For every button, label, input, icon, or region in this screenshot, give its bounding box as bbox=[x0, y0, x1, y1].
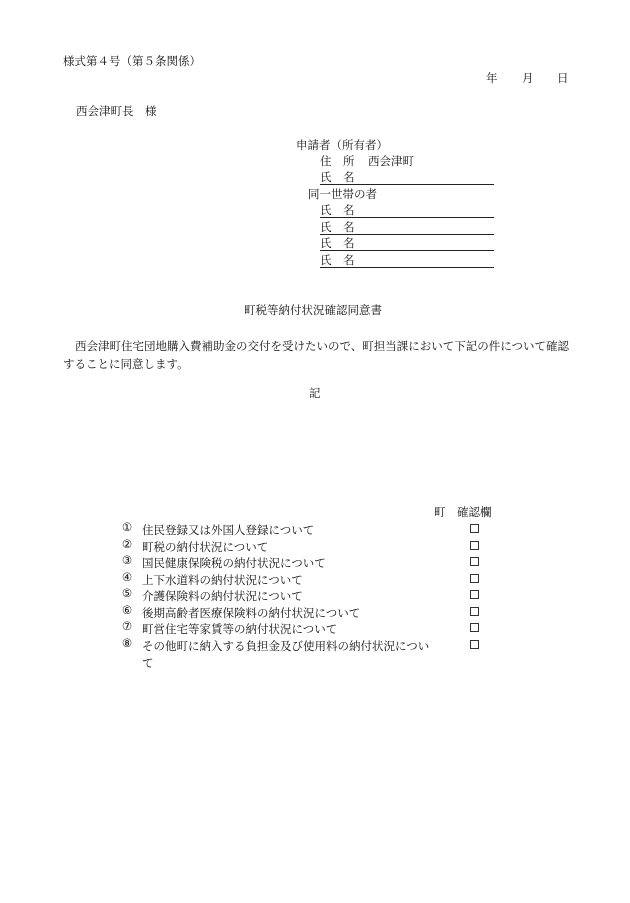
form-number: 様式第４号（第５条関係） bbox=[63, 54, 201, 68]
household-name-label: 氏 名 bbox=[320, 203, 355, 217]
checkbox[interactable] bbox=[470, 557, 479, 566]
name-label: 氏 名 bbox=[320, 170, 355, 184]
check-column-header: 町 確認欄 bbox=[434, 505, 492, 519]
household-name-field[interactable] bbox=[320, 222, 494, 235]
checkbox[interactable] bbox=[470, 640, 479, 649]
item-number: ⑤ bbox=[121, 586, 133, 600]
checkbox[interactable] bbox=[470, 590, 479, 599]
checkbox[interactable] bbox=[470, 524, 479, 533]
household-heading: 同一世帯の者 bbox=[308, 187, 377, 201]
household-name-label: 氏 名 bbox=[320, 236, 355, 250]
date-day: 日 bbox=[557, 71, 569, 85]
ki-label: 記 bbox=[309, 386, 321, 400]
item-number: ① bbox=[121, 520, 133, 534]
household-name-field[interactable] bbox=[320, 238, 494, 251]
applicant-heading: 申請者（所有者） bbox=[296, 138, 388, 152]
address-value: 西会津町 bbox=[368, 154, 414, 168]
item-text: 町税の納付状況について bbox=[142, 540, 269, 554]
item-text: 住民登録又は外国人登録について bbox=[142, 523, 315, 537]
item-number: ⑦ bbox=[121, 619, 133, 633]
household-name-label: 氏 名 bbox=[320, 220, 355, 234]
item-text: 後期高齢者医療保険料の納付状況について bbox=[142, 606, 361, 620]
checkbox[interactable] bbox=[470, 607, 479, 616]
item-number: ④ bbox=[121, 570, 133, 584]
date-year: 年 bbox=[486, 71, 498, 85]
document-title: 町税等納付状況確認同意書 bbox=[244, 303, 382, 317]
item-text: 上下水道料の納付状況について bbox=[142, 573, 303, 587]
household-name-field[interactable] bbox=[320, 255, 494, 268]
item-number: ③ bbox=[121, 553, 133, 567]
checkbox[interactable] bbox=[470, 541, 479, 550]
item-number: ② bbox=[121, 537, 133, 551]
item-text: 国民健康保険税の納付状況について bbox=[142, 556, 326, 570]
address-label: 住 所 bbox=[320, 154, 355, 168]
item-text: 介護保険料の納付状況について bbox=[142, 589, 303, 603]
household-name-field[interactable] bbox=[320, 205, 494, 218]
addressee: 西会津町長 様 bbox=[76, 104, 157, 118]
applicant-name-field[interactable] bbox=[320, 172, 494, 185]
checkbox[interactable] bbox=[470, 574, 479, 583]
date-month: 月 bbox=[522, 71, 534, 85]
checkbox[interactable] bbox=[470, 623, 479, 632]
item-text: 町営住宅等家賃等の納付状況について bbox=[142, 622, 338, 636]
body-text: 西会津町住宅団地購入費補助金の交付を受けたいので、町担当課において下記の件について確認することに同意します。 bbox=[63, 339, 570, 371]
item-number: ⑧ bbox=[121, 636, 133, 650]
item-text: その他町に納入する負担金及び使用料の納付状況について bbox=[142, 639, 430, 670]
household-name-label: 氏 名 bbox=[320, 253, 355, 267]
item-number: ⑥ bbox=[121, 603, 133, 617]
